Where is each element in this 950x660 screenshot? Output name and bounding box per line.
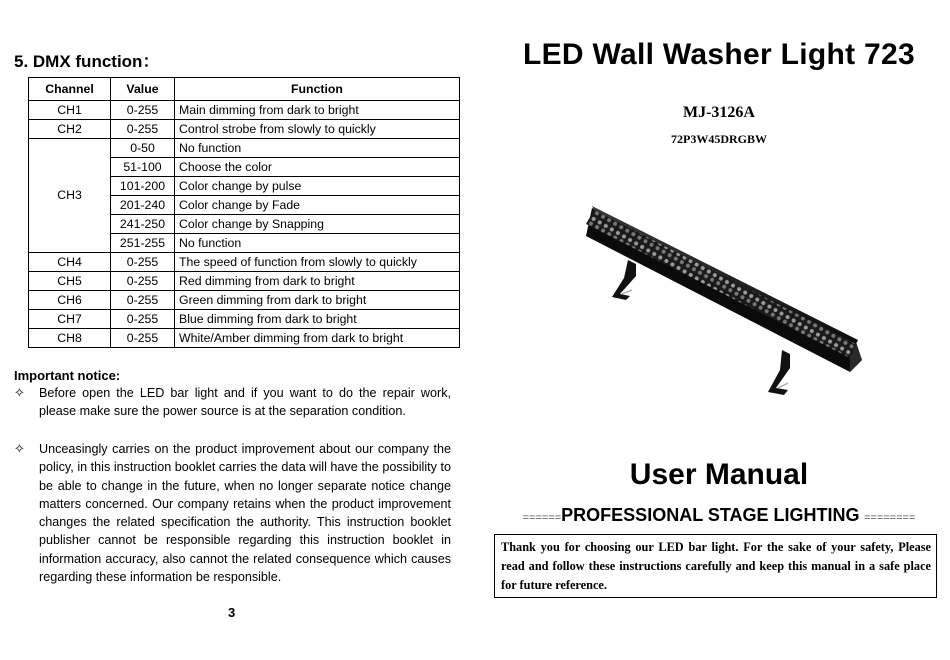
dmx-table <box>28 77 460 348</box>
table-row <box>29 310 460 329</box>
channel-cell: CH2 <box>29 120 111 139</box>
spec-code: 72P3W45DRGBW <box>671 132 767 146</box>
channel-cell: CH7 <box>29 310 111 329</box>
sparkle-bullet-icon: ✧ <box>14 385 25 400</box>
channel-cell: CH5 <box>29 272 111 291</box>
value-cell: 0-255 <box>111 291 175 310</box>
channel-cell-ch3: CH3 <box>29 139 111 253</box>
value-cell: 0-255 <box>111 120 175 139</box>
manual-title: User Manual <box>629 458 809 491</box>
function-cell: White/Amber dimming from dark to bright <box>175 329 460 348</box>
function-cell: Color change by Fade <box>175 196 460 215</box>
function-cell: Choose the color <box>175 158 460 177</box>
notice-title: Important notice: <box>14 368 121 383</box>
left-page <box>14 0 454 660</box>
tagline <box>488 505 950 526</box>
header-function: Function <box>175 78 460 101</box>
tagline-decoration: ====== <box>522 512 562 524</box>
header-value: Value <box>111 78 175 101</box>
notice-item <box>14 440 451 586</box>
function-cell: The speed of function from slowly to quickly <box>175 253 460 272</box>
table-row <box>29 272 460 291</box>
function-cell: Control strobe from slowly to quickly <box>175 120 460 139</box>
channel-cell: CH1 <box>29 101 111 120</box>
function-cell: Color change by Snapping <box>175 215 460 234</box>
channel-cell: CH6 <box>29 291 111 310</box>
table-row <box>29 291 460 310</box>
function-cell: Main dimming from dark to bright <box>175 101 460 120</box>
notice-text: Before open the LED bar light and if you want to do the repair work, please make sure the power source is at the separation condition. <box>39 386 451 419</box>
product-title: LED Wall Washer Light 723 <box>522 38 915 71</box>
function-cell: No function <box>175 139 460 158</box>
page-number: 3 <box>228 605 236 620</box>
function-cell: Red dimming from dark to bright <box>175 272 460 291</box>
table-header-row <box>29 78 460 101</box>
value-cell: 251-255 <box>111 234 175 253</box>
value-cell: 0-50 <box>111 139 175 158</box>
table-row <box>29 253 460 272</box>
function-cell: Blue dimming from dark to bright <box>175 310 460 329</box>
notice-item <box>14 384 451 421</box>
value-cell: 51-100 <box>111 158 175 177</box>
value-cell: 201-240 <box>111 196 175 215</box>
value-cell: 241-250 <box>111 215 175 234</box>
led-bar-image <box>574 190 884 410</box>
table-row <box>29 139 460 158</box>
section-title: 5. DMX function： <box>14 52 160 71</box>
value-cell: 101-200 <box>111 177 175 196</box>
header-channel: Channel <box>29 78 111 101</box>
value-cell: 0-255 <box>111 101 175 120</box>
table-row <box>29 101 460 120</box>
model-number: MJ-3126A <box>683 104 755 121</box>
table-row <box>29 329 460 348</box>
channel-cell: CH8 <box>29 329 111 348</box>
value-cell: 0-255 <box>111 272 175 291</box>
thank-you-box: Thank you for choosing our LED bar light. For the sake of your safety, Please read and follow these instructions carefully and keep this manual in a safe place for future reference. <box>494 534 937 598</box>
value-cell: 0-255 <box>111 253 175 272</box>
channel-cell: CH4 <box>29 253 111 272</box>
tagline-decoration: ======== <box>863 512 916 524</box>
value-cell: 0-255 <box>111 310 175 329</box>
notice-text: Unceasingly carries on the product improvement about our company the policy, in this instruction booklet carries the data will have the possibility to be able to change in the future, when no longer separate notice change matters concerned. Our company retains when the product improvement changes the related specification the authority. This instruction booklet publisher cannot be responsible regarding this instruction booklet in information accuracy, also cannot the related consequence which causes regarding these information be responsible. <box>39 442 451 585</box>
function-cell: Green dimming from dark to bright <box>175 291 460 310</box>
function-cell: Color change by pulse <box>175 177 460 196</box>
sparkle-bullet-icon: ✧ <box>14 441 25 456</box>
right-page <box>488 0 950 660</box>
function-cell: No function <box>175 234 460 253</box>
table-row <box>29 120 460 139</box>
tagline-text: PROFESSIONAL STAGE LIGHTING <box>561 505 860 525</box>
value-cell: 0-255 <box>111 329 175 348</box>
